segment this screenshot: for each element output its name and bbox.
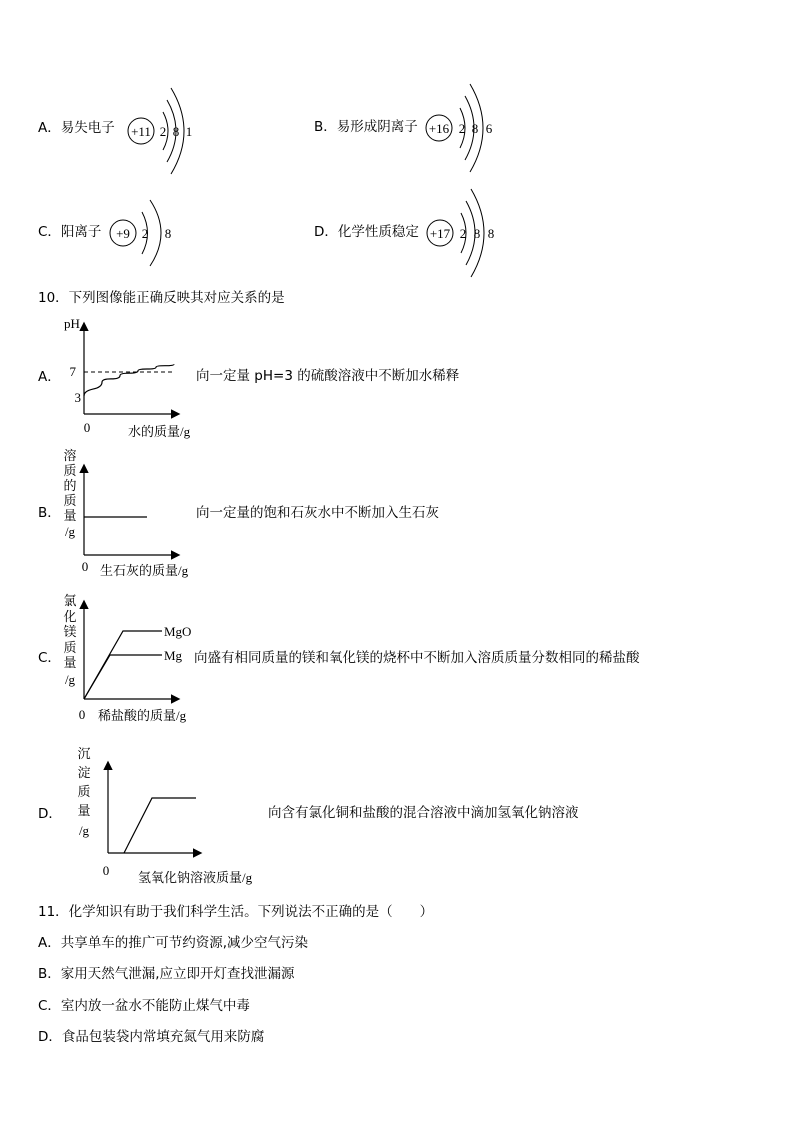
shell-electrons: 8 <box>471 121 479 136</box>
atom-diagram-d <box>427 189 494 277</box>
option-text: 阳离子 <box>60 224 102 240</box>
tick-label-7: 7 <box>69 364 76 379</box>
y-axis-label-c: 氯 化 镁 质 量 /g <box>63 594 77 687</box>
chart-b <box>82 466 189 578</box>
shell-electrons: 1 <box>185 124 193 139</box>
shell-electrons: 2 <box>159 124 167 139</box>
tick-label-3: 3 <box>74 390 81 405</box>
origin-label: 0 <box>102 863 110 878</box>
precipitate-line <box>124 798 196 853</box>
option-text: 易形成阴离子 <box>336 119 418 135</box>
ph-curve <box>84 364 174 396</box>
atom-diagram-c <box>110 200 171 266</box>
option-text-d-q10: 向含有氯化铜和盐酸的混合溶液中滴加氢氧化钠溶液 <box>268 805 579 821</box>
nucleus-charge: +11 <box>131 124 151 139</box>
chart-c <box>79 602 192 723</box>
question-11-stem: 11．化学知识有助于我们科学生活。下列说法不正确的是（ ） <box>38 904 434 920</box>
option-letter: D． <box>314 224 338 240</box>
question-10-stem: 10．下列图像能正确反映其对应关系的是 <box>38 290 285 306</box>
option-c-q11: C．室内放一盆水不能防止煤气中毒 <box>38 998 250 1014</box>
atom-diagram-b <box>426 84 493 172</box>
option-text: 化学性质稳定 <box>337 224 419 240</box>
option-b-q9 <box>314 121 418 135</box>
shell-electrons: 8 <box>487 226 495 241</box>
y-axis-label-b: 溶 质 的 质 量 /g <box>63 449 77 539</box>
option-text-a-q10: 向一定量 pH=3 的硫酸溶液中不断加水稀释 <box>196 368 460 384</box>
x-axis-label: 水的质量/g <box>128 424 191 439</box>
chart-d <box>103 763 253 885</box>
nucleus-charge: +17 <box>429 226 451 241</box>
shell-electrons: 2 <box>458 121 466 136</box>
option-text-c-q10: 向盛有相同质量的镁和氧化镁的烧杯中不断加入溶质质量分数相同的稀盐酸 <box>194 650 640 666</box>
option-b-q11: B．家用天然气泄漏,应立即开灯查找泄漏源 <box>38 966 295 982</box>
option-text-b-q10: 向一定量的饱和石灰水中不断加入生石灰 <box>196 505 439 521</box>
x-axis-label: 生石灰的质量/g <box>100 563 189 578</box>
option-a-q9 <box>38 122 115 136</box>
series-label-mgo: MgO <box>164 624 192 639</box>
series-label-mg: Mg <box>164 648 183 663</box>
option-letter-b-q10: B． <box>38 505 61 521</box>
origin-label: 0 <box>78 707 86 722</box>
shell-electrons: 2 <box>141 226 149 241</box>
x-axis-label: 稀盐酸的质量/g <box>98 708 187 723</box>
option-d-q11: D．食品包装袋内常填充氮气用来防腐 <box>38 1029 265 1045</box>
atom-diagram-a <box>128 88 192 174</box>
origin-label: 0 <box>81 559 89 574</box>
y-axis-label: pH <box>64 316 80 331</box>
option-c-q9 <box>38 226 101 240</box>
option-letter-c-q10: C． <box>38 650 61 666</box>
option-letter-a-q10: A． <box>38 369 61 385</box>
option-a-q11: A．共享单车的推广可节约资源,减少空气污染 <box>38 935 309 951</box>
option-letter-d-q10: D． <box>38 806 62 822</box>
nucleus-charge: +9 <box>116 226 130 241</box>
shell-electrons: 8 <box>172 124 180 139</box>
series-line-mg <box>84 655 162 699</box>
option-text: 易失电子 <box>60 120 115 136</box>
nucleus-charge: +16 <box>428 121 450 136</box>
option-d-q9 <box>314 226 419 240</box>
shell-electrons: 2 <box>459 226 467 241</box>
shell-electrons: 8 <box>473 226 481 241</box>
origin-label: 0 <box>83 420 91 435</box>
shell-electrons: 8 <box>164 226 172 241</box>
series-line-mgo <box>84 631 162 699</box>
y-axis-label-d: 沉 淀 质 量 /g <box>77 747 91 838</box>
option-letter: C． <box>38 224 61 240</box>
option-letter: A． <box>38 120 61 136</box>
option-letter: B． <box>314 119 337 135</box>
x-axis-label: 氢氧化钠溶液质量/g <box>138 870 253 885</box>
shell-electrons: 6 <box>485 121 493 136</box>
chart-a <box>64 316 191 439</box>
